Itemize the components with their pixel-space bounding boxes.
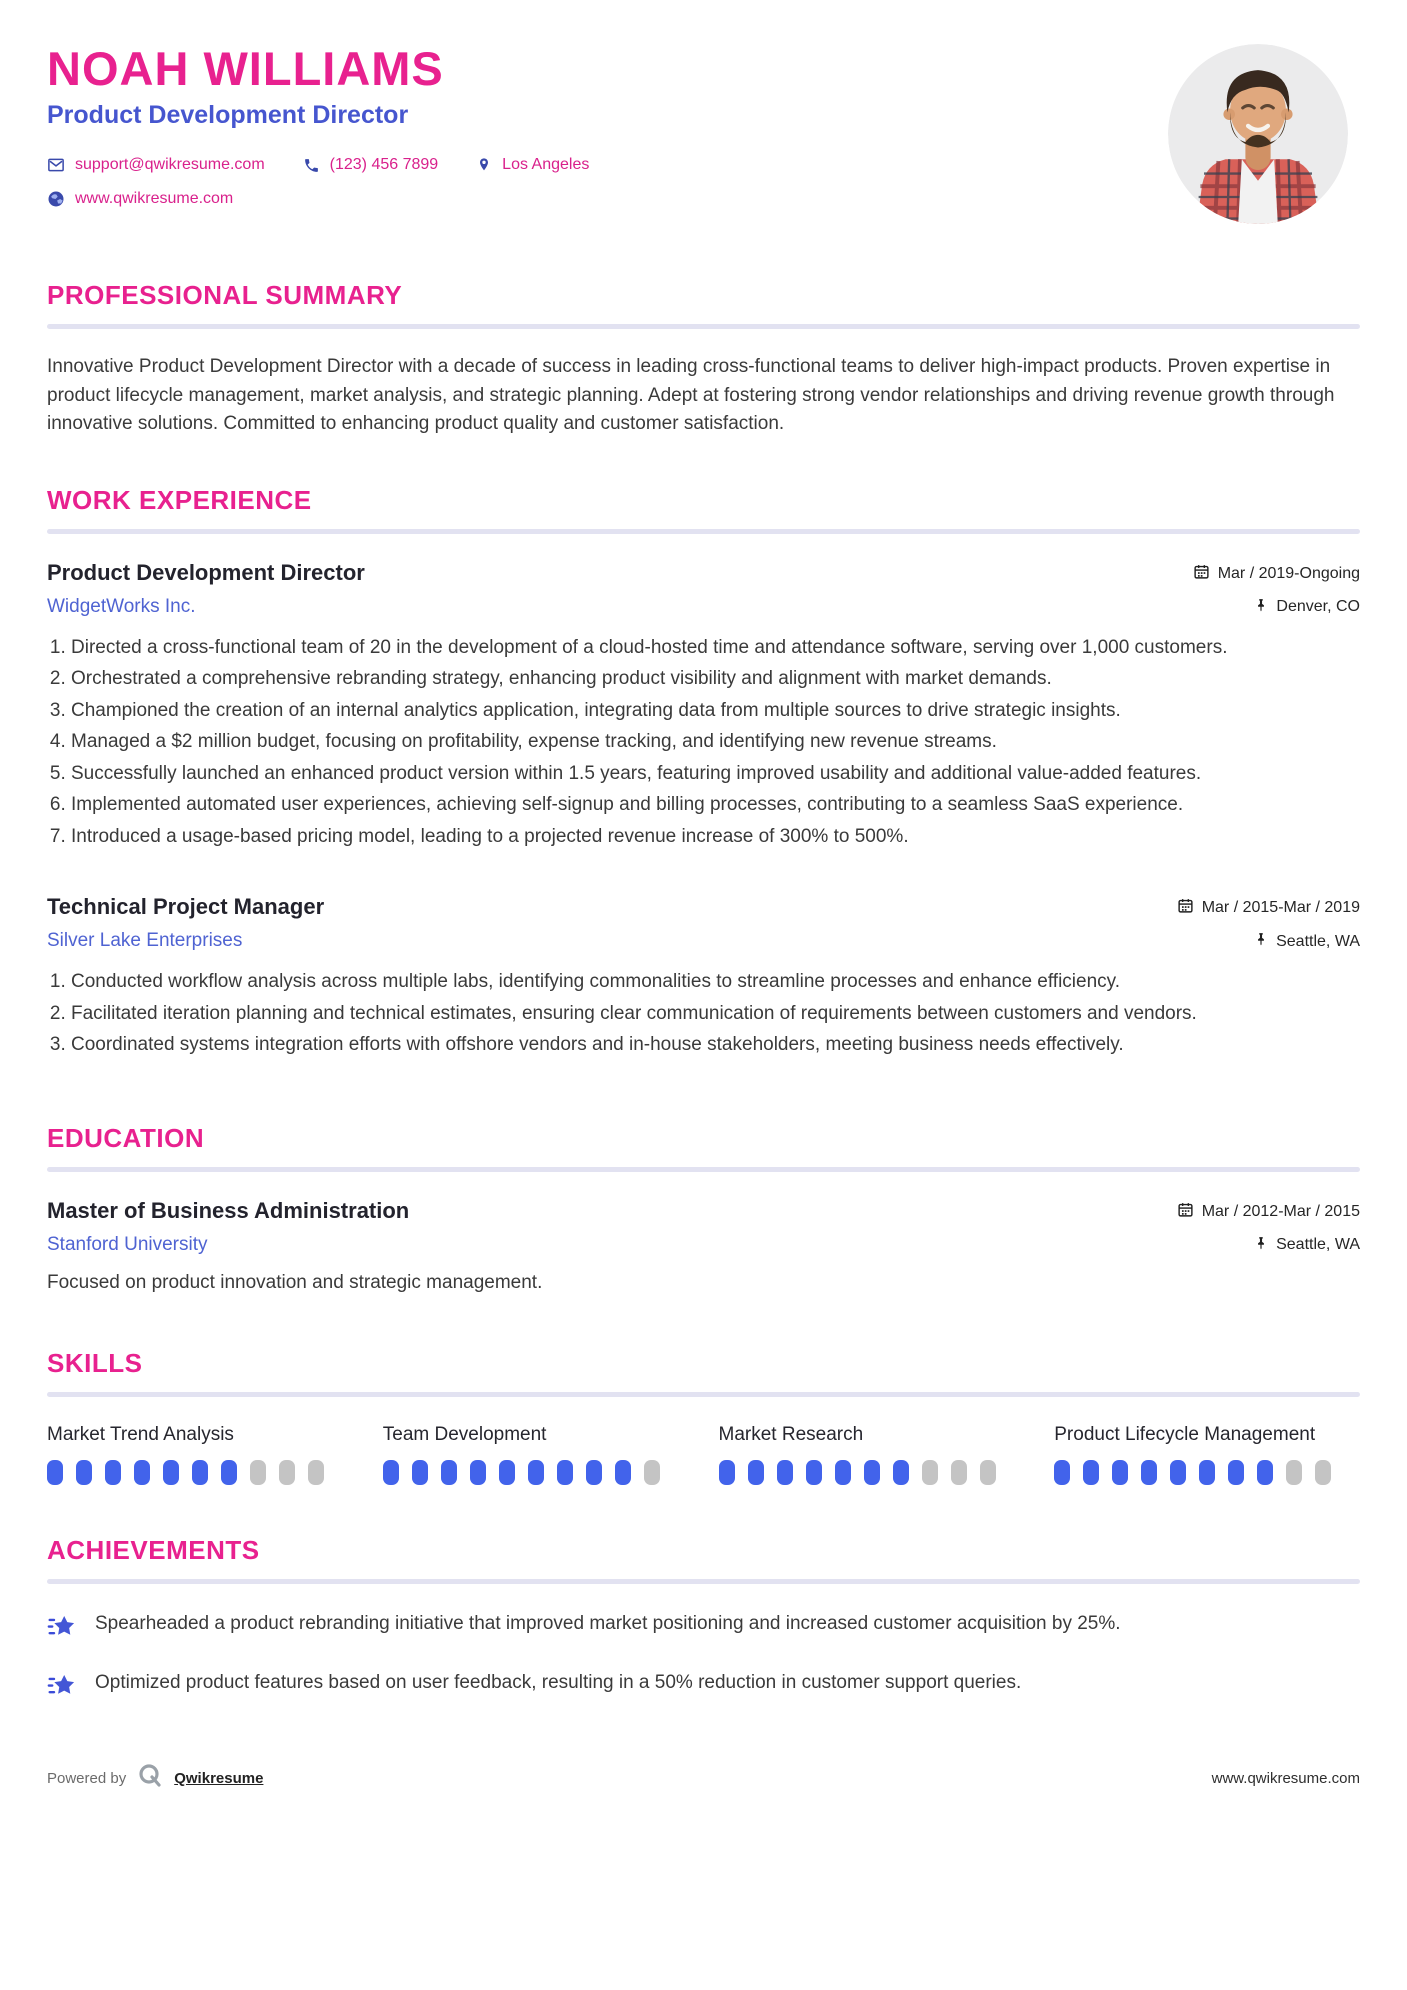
skill-dot-filled: [192, 1460, 208, 1485]
avatar: [1168, 44, 1348, 224]
skill-dot-filled: [412, 1460, 428, 1485]
job-location: [1254, 598, 1360, 617]
job-bullet: 1. Conducted workflow analysis across multiple labs, identifying commonalities to streamline processes and enhance efficiency.: [71, 968, 1360, 996]
education-degree: Master of Business Administration: [47, 1197, 410, 1223]
achievement-text: Optimized product features based on user feedback, resulting in a 50% reduction in customer support queries.: [95, 1671, 1022, 1693]
contact-email[interactable]: [47, 156, 265, 174]
person-name: NOAH WILLIAMS: [47, 42, 444, 95]
job-bullet: 5. Successfully launched an enhanced product version within 1.5 years, featuring improved usability and additional value-added features.: [71, 760, 1360, 788]
job-bullet: 3. Championed the creation of an internal analytics application, integrating data from multiple sources to drive strategic insights.: [71, 697, 1360, 725]
section-achievements: [47, 1535, 1360, 1706]
powered-by-label: Powered by: [47, 1769, 127, 1787]
job-location: [1254, 932, 1360, 951]
skill-dot-empty: [644, 1460, 660, 1485]
skill-rating: [719, 1460, 1025, 1485]
section-professional-summary: [47, 280, 1360, 439]
pushpin-icon: [1254, 932, 1268, 951]
job-bullet: 7. Introduced a usage-based pricing model, leading to a projected revenue increase of 300% to 500%.: [71, 823, 1360, 851]
skill-dot-filled: [470, 1460, 486, 1485]
location-pin-icon: [476, 157, 492, 173]
contact-website-text: www.qwikresume.com: [75, 190, 234, 208]
education-note: Focused on product innovation and strategic management.: [47, 1271, 543, 1293]
education-location-text: Seattle, WA: [1276, 1236, 1360, 1254]
job-entry: [47, 894, 1360, 1059]
education-date: [1177, 1201, 1360, 1223]
achievement-item: [47, 1669, 1360, 1706]
experience-heading: WORK EXPERIENCE: [47, 484, 312, 515]
summary-heading: PROFESSIONAL SUMMARY: [47, 280, 403, 310]
resume-header: [47, 44, 1360, 224]
job-date: [1193, 563, 1360, 585]
skill-dot-filled: [134, 1460, 150, 1485]
page-footer: [47, 1762, 1360, 1795]
skill-rating: [47, 1460, 353, 1485]
job-date: [1177, 897, 1360, 919]
contact-location[interactable]: [476, 156, 589, 174]
skill-dot-filled: [748, 1460, 764, 1485]
achievements-heading: ACHIEVEMENTS: [47, 1534, 260, 1565]
skill-dot-empty: [250, 1460, 266, 1485]
star-badge-icon: [47, 1612, 77, 1647]
skill-dot-filled: [47, 1460, 63, 1485]
section-divider: [47, 1392, 1360, 1397]
skill-dot-filled: [615, 1460, 631, 1485]
contact-email-text: support@qwikresume.com: [75, 156, 265, 174]
calendar-icon: [1177, 897, 1194, 919]
education-school: Stanford University: [47, 1233, 208, 1255]
achievement-item: [47, 1610, 1360, 1647]
qwikresume-logo: [136, 1762, 164, 1795]
skill-dot-filled: [1228, 1460, 1244, 1485]
section-divider: [47, 1579, 1360, 1584]
skill-dot-filled: [586, 1460, 602, 1485]
job-entry: [47, 560, 1360, 851]
skill-dot-filled: [105, 1460, 121, 1485]
contact-phone-text: (123) 456 7899: [329, 156, 439, 174]
education-heading: EDUCATION: [47, 1122, 205, 1153]
skill-dot-empty: [1286, 1460, 1302, 1485]
skill-dot-empty: [1315, 1460, 1331, 1485]
email-icon: [47, 156, 65, 174]
qwikresume-link[interactable]: Qwikresume: [174, 1769, 264, 1787]
job-bullet: 1. Directed a cross-functional team of 20 in the development of a cloud-hosted time and attendance software, serving over 1,000 customers.: [71, 634, 1360, 662]
education-degree-row: [47, 1198, 1360, 1224]
skill-name: Market Trend Analysis: [47, 1423, 234, 1445]
skill-dot-filled: [719, 1460, 735, 1485]
powered-by: [47, 1762, 263, 1795]
star-badge-icon: [47, 1671, 77, 1706]
contact-row-2: [47, 190, 589, 208]
skill-dot-filled: [528, 1460, 544, 1485]
job-title: Technical Project Manager: [47, 894, 325, 920]
skill-dot-empty: [922, 1460, 938, 1485]
job-bullet: 2. Orchestrated a comprehensive rebranding strategy, enhancing product visibility and alignment with market demands.: [71, 665, 1360, 693]
job-date-text: Mar / 2019-Ongoing: [1217, 564, 1360, 582]
skill-dot-filled: [499, 1460, 515, 1485]
skill-dot-filled: [557, 1460, 573, 1485]
skill-dot-filled: [1141, 1460, 1157, 1485]
skill-dot-filled: [893, 1460, 909, 1485]
pushpin-icon: [1254, 1236, 1268, 1255]
pushpin-icon: [1254, 598, 1268, 617]
education-location: [1254, 1236, 1360, 1255]
skill-dot-filled: [1112, 1460, 1128, 1485]
section-skills: [47, 1348, 1360, 1485]
job-location-text: Denver, CO: [1276, 598, 1360, 615]
skill-item: [383, 1423, 689, 1485]
skills-heading: SKILLS: [47, 1347, 143, 1378]
skill-item: [719, 1423, 1025, 1485]
skill-item: [1054, 1423, 1360, 1485]
contact-website[interactable]: [47, 190, 233, 208]
skill-dot-filled: [76, 1460, 92, 1485]
job-title: Product Development Director: [47, 559, 365, 585]
footer-website: www.qwikresume.com: [1211, 1769, 1360, 1787]
section-divider: [47, 529, 1360, 534]
education-date-text: Mar / 2012-Mar / 2015: [1201, 1202, 1360, 1220]
job-location-text: Seattle, WA: [1276, 932, 1360, 950]
job-company-row: [47, 930, 1360, 952]
summary-text: Innovative Product Development Director with a decade of success in leading cross-functional teams to deliver high-impact products. Proven expertise in product lifecycle management, market analysis, and strategic planning. Adept at fostering strong vendor relationships and driving revenue growth through innovative solutions. Committed to enhancing product quality and customer satisfaction.: [47, 356, 1335, 434]
skill-dot-empty: [951, 1460, 967, 1485]
calendar-icon: [1177, 1201, 1194, 1223]
person-title: Product Development Director: [47, 101, 409, 130]
phone-icon: [303, 157, 320, 174]
job-company-row: [47, 596, 1360, 618]
skill-name: Team Development: [382, 1423, 547, 1445]
skill-dot-filled: [1257, 1460, 1273, 1485]
section-work-experience: [47, 485, 1360, 1059]
achievement-list: [47, 1610, 1360, 1706]
section-education: [47, 1123, 1360, 1294]
job-bullet: 2. Facilitated iteration planning and technical estimates, ensuring clear communication of requirements between customers and vendors.: [71, 1000, 1360, 1028]
skill-dot-filled: [1199, 1460, 1215, 1485]
job-title-row: [47, 560, 1360, 586]
achievement-text: Spearheaded a product rebranding initiative that improved market positioning and increased customer acquisition by 25%.: [95, 1612, 1121, 1634]
skill-dot-filled: [1170, 1460, 1186, 1485]
globe-icon: [47, 190, 65, 208]
section-divider: [47, 1167, 1360, 1172]
job-date-text: Mar / 2015-Mar / 2019: [1201, 899, 1360, 917]
skill-name: Product Lifecycle Management: [1054, 1423, 1316, 1445]
job-company: Silver Lake Enterprises: [47, 930, 243, 952]
skill-dot-filled: [163, 1460, 179, 1485]
skill-dot-filled: [835, 1460, 851, 1485]
skill-dot-filled: [1083, 1460, 1099, 1485]
skill-dot-filled: [383, 1460, 399, 1485]
contact-row-1: [47, 156, 589, 174]
skills-grid: [47, 1423, 1360, 1485]
contact-location-text: Los Angeles: [502, 156, 590, 174]
skill-dot-filled: [221, 1460, 237, 1485]
skill-dot-empty: [308, 1460, 324, 1485]
calendar-icon: [1193, 563, 1210, 585]
skill-item: [47, 1423, 353, 1485]
job-company: WidgetWorks Inc.: [47, 595, 196, 617]
skill-dot-filled: [441, 1460, 457, 1485]
skill-dot-empty: [279, 1460, 295, 1485]
job-bullet-list: [47, 634, 1360, 851]
job-bullet: 4. Managed a $2 million budget, focusing on profitability, expense tracking, and identifying new revenue streams.: [71, 728, 1360, 756]
skill-dot-empty: [980, 1460, 996, 1485]
header-left: [47, 44, 589, 208]
skill-dot-filled: [864, 1460, 880, 1485]
job-bullet-list: [47, 968, 1360, 1059]
contact-phone[interactable]: [303, 156, 439, 174]
skill-rating: [1054, 1460, 1360, 1485]
job-bullet: 3. Coordinated systems integration efforts with offshore vendors and in-house stakeholders, meeting business needs effectively.: [71, 1031, 1360, 1059]
skill-rating: [383, 1460, 689, 1485]
section-divider: [47, 324, 1360, 329]
skill-dot-filled: [777, 1460, 793, 1485]
skill-dot-filled: [1054, 1460, 1070, 1485]
job-bullet: 6. Implemented automated user experiences, achieving self-signup and billing processes, contributing to a seamless SaaS experience.: [71, 791, 1360, 819]
skill-dot-filled: [806, 1460, 822, 1485]
education-school-row: [47, 1234, 1360, 1256]
education-entry: [47, 1198, 1360, 1294]
skill-name: Market Research: [718, 1423, 864, 1445]
job-title-row: [47, 894, 1360, 920]
